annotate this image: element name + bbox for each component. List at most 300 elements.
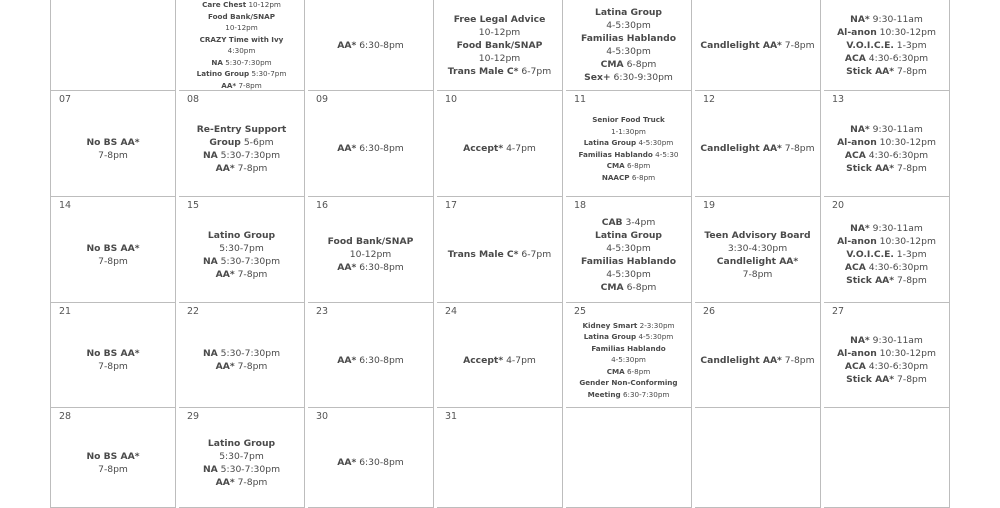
day-cell[interactable]: [50, 408, 176, 508]
event-line: [211, 57, 271, 69]
event-time: 4-5:30pm: [606, 242, 651, 254]
event-time: 4:30-6:30pm: [868, 52, 929, 64]
event-time: 5:30-7:30pm: [220, 348, 281, 359]
event-title: Accept*: [463, 143, 504, 154]
event-line: [216, 162, 268, 175]
day-events: [437, 0, 562, 90]
day-events: [566, 91, 691, 196]
event-time: 7-8pm: [98, 255, 128, 267]
day-events: [437, 408, 562, 507]
event-line: [845, 52, 928, 65]
event-line: [846, 65, 927, 78]
event-line: [595, 229, 662, 242]
day-cell[interactable]: [695, 91, 821, 197]
event-line: [717, 255, 798, 268]
event-title: Food Bank/SNAP: [207, 11, 275, 21]
event-line: [337, 261, 404, 274]
event-line: [203, 149, 280, 162]
event-line: [582, 320, 674, 332]
event-time: 5:30-7:30pm: [220, 463, 281, 475]
day-cell[interactable]: [695, 408, 821, 508]
event-line: [602, 172, 655, 184]
event-title: Latina Group: [583, 138, 637, 147]
day-cell[interactable]: [566, 91, 692, 197]
event-line: [337, 456, 404, 469]
event-line: [202, 0, 281, 11]
event-title: Candlelight AA*: [716, 255, 799, 267]
event-time: 7-8pm: [237, 476, 268, 488]
event-title: Free Legal Advice: [453, 13, 546, 25]
day-events: [51, 197, 175, 302]
event-line: [837, 347, 936, 360]
event-time: 4-7pm: [506, 354, 536, 366]
day-cell[interactable]: [308, 197, 434, 303]
event-line: [454, 13, 546, 26]
day-events: [51, 408, 175, 507]
day-events: [437, 197, 562, 302]
day-cell[interactable]: [824, 0, 950, 91]
event-time: 6-7pm: [521, 249, 552, 260]
event-title: V.O.I.C.E.: [846, 249, 894, 260]
event-title: AA*: [215, 476, 235, 488]
event-time: 6:30-8pm: [359, 143, 404, 154]
event-line: [850, 123, 923, 136]
event-title: Kidney Smart: [582, 320, 638, 330]
day-events: [824, 197, 949, 302]
day-events: [566, 0, 691, 90]
event-time: 6-7pm: [521, 65, 552, 77]
event-title: AA*: [215, 361, 235, 372]
event-line: [225, 22, 257, 34]
day-number: 19: [703, 200, 716, 211]
event-title: AA*: [337, 354, 357, 366]
event-time: 4:30-6:30pm: [868, 262, 929, 273]
event-line: [221, 80, 262, 92]
event-line: [328, 235, 414, 248]
day-cell[interactable]: [437, 197, 563, 303]
event-line: [850, 334, 923, 347]
event-title: CAB: [601, 216, 623, 228]
day-number: 27: [832, 306, 845, 317]
event-title: CRAZY Time with Ivy: [199, 34, 284, 44]
day-events: [437, 91, 562, 196]
event-line: [607, 160, 651, 172]
event-line: [219, 450, 264, 463]
event-line: [606, 19, 651, 32]
event-title: NA: [202, 149, 218, 161]
event-line: [850, 13, 923, 26]
day-number: 30: [316, 411, 329, 422]
day-events: [179, 197, 304, 302]
event-time: 7-8pm: [897, 162, 927, 174]
event-line: [592, 114, 665, 126]
day-cell[interactable]: [695, 197, 821, 303]
day-events: [51, 0, 175, 90]
event-line: [700, 142, 814, 155]
event-time: 10-12pm: [478, 52, 521, 64]
day-number: 26: [703, 306, 716, 317]
day-events: [824, 91, 949, 196]
event-line: [607, 366, 651, 378]
event-title: AA*: [337, 143, 357, 154]
day-number: 25: [574, 306, 587, 317]
event-line: [203, 347, 280, 360]
day-cell[interactable]: [179, 197, 305, 303]
event-line: [579, 377, 677, 389]
event-line: [601, 58, 657, 71]
day-number: 08: [187, 94, 200, 105]
event-time: 4-5:30pm: [606, 46, 651, 57]
day-cell[interactable]: [695, 303, 821, 408]
event-title: Al-anon: [837, 136, 877, 148]
event-line: [581, 32, 676, 45]
event-line: [197, 68, 287, 80]
event-title: CMA: [606, 366, 625, 376]
day-events: [566, 408, 691, 507]
event-time: 6:30-8pm: [359, 262, 404, 273]
day-cell[interactable]: [566, 197, 692, 303]
day-cell[interactable]: [437, 91, 563, 197]
day-cell[interactable]: [308, 0, 434, 91]
event-line: [98, 360, 128, 373]
event-line: [601, 281, 657, 294]
event-time: 5:30-7:30pm: [225, 57, 272, 67]
event-time: 5:30-7pm: [219, 242, 264, 254]
day-cell[interactable]: [179, 91, 305, 197]
event-title: Familias Hablando: [591, 343, 666, 353]
event-line: [350, 248, 391, 261]
event-time: 6-8pm: [626, 281, 657, 293]
event-time: 4:30-6:30pm: [868, 361, 929, 372]
event-time: 6:30-8pm: [359, 354, 404, 366]
event-line: [337, 142, 404, 155]
day-number: 21: [59, 306, 72, 317]
day-number: 12: [703, 94, 716, 105]
event-line: [846, 162, 927, 175]
event-title: Stick AA*: [846, 275, 895, 286]
event-line: [197, 123, 287, 136]
event-title: Group: [209, 136, 241, 148]
event-time: 6-8pm: [631, 172, 656, 182]
day-number: 11: [574, 94, 587, 105]
day-events: [51, 91, 175, 196]
event-line: [837, 26, 936, 39]
event-title: Candlelight AA*: [700, 354, 782, 366]
event-line: [463, 354, 536, 367]
day-cell[interactable]: [179, 303, 305, 408]
day-cell[interactable]: [179, 408, 305, 508]
event-line: [86, 347, 139, 360]
event-time: 10:30-12pm: [879, 236, 936, 247]
day-number: 24: [445, 306, 458, 317]
event-title: Teen Advisory Board: [704, 229, 811, 241]
event-title: AA*: [337, 457, 357, 468]
event-time: 7-8pm: [98, 361, 128, 372]
event-title: No BS AA*: [86, 348, 140, 359]
event-line: [98, 463, 128, 476]
event-line: [611, 126, 646, 138]
event-time: 1-3pm: [896, 39, 927, 51]
day-number: 13: [832, 94, 845, 105]
event-time: 7-8pm: [784, 39, 815, 51]
day-cell[interactable]: [50, 303, 176, 408]
event-line: [700, 39, 814, 52]
day-events: [179, 408, 304, 507]
event-time: 7-8pm: [897, 275, 927, 286]
event-line: [837, 136, 936, 149]
day-cell[interactable]: [566, 408, 692, 508]
day-cell[interactable]: [437, 408, 563, 508]
event-title: Latino Group: [207, 437, 276, 449]
event-line: [203, 463, 280, 476]
event-line: [219, 242, 264, 255]
event-title: NA: [202, 463, 218, 475]
day-number: 16: [316, 200, 329, 211]
day-cell[interactable]: [308, 408, 434, 508]
event-title: No BS AA*: [86, 450, 140, 462]
event-line: [704, 229, 810, 242]
event-line: [448, 65, 551, 78]
event-title: Meeting: [587, 389, 621, 399]
event-line: [337, 354, 404, 367]
day-number: 31: [445, 411, 458, 422]
event-title: Candlelight AA*: [700, 39, 782, 51]
event-time: 4-5:30: [655, 149, 679, 159]
day-cell[interactable]: [50, 197, 176, 303]
event-time: 10-12pm: [248, 0, 281, 9]
event-line: [743, 268, 773, 281]
day-cell[interactable]: [50, 91, 176, 197]
event-title: Latina Group: [594, 229, 663, 241]
event-line: [86, 242, 139, 255]
event-time: 4-5:30pm: [606, 268, 651, 280]
day-number: 10: [445, 94, 458, 105]
day-events: [566, 303, 691, 407]
event-line: [591, 343, 665, 355]
event-time: 4-5:30pm: [638, 332, 674, 342]
event-line: [588, 389, 670, 401]
day-cell[interactable]: [308, 303, 434, 408]
event-line: [479, 26, 520, 39]
event-line: [606, 242, 651, 255]
event-title: NA*: [850, 335, 870, 346]
event-title: Al-anon: [837, 236, 877, 247]
event-time: 7-8pm: [98, 149, 128, 161]
day-events: [308, 408, 433, 507]
event-title: NA: [202, 255, 218, 267]
event-time: 5:30-7pm: [219, 450, 264, 462]
day-events: [308, 0, 433, 90]
event-time: 7-8pm: [784, 354, 815, 366]
event-time: 4-5:30pm: [606, 20, 651, 31]
day-cell[interactable]: [179, 0, 305, 91]
day-events: [824, 408, 949, 507]
event-title: CMA: [600, 281, 624, 293]
day-events: [695, 408, 820, 507]
event-time: 3-4pm: [625, 216, 656, 228]
event-time: 1-3pm: [896, 249, 927, 260]
event-line: [457, 39, 543, 52]
event-line: [86, 136, 139, 149]
event-title: Accept*: [463, 354, 504, 366]
day-cell[interactable]: [50, 0, 176, 91]
event-line: [203, 255, 280, 268]
event-title: No BS AA*: [86, 136, 140, 148]
day-cell[interactable]: [824, 303, 950, 408]
event-line: [216, 476, 268, 489]
event-line: [448, 248, 551, 261]
event-line: [98, 255, 128, 268]
event-line: [846, 373, 927, 386]
event-title: Al-anon: [837, 348, 877, 359]
event-time: 9:30-11am: [872, 223, 923, 234]
event-title: CMA: [606, 161, 625, 170]
event-title: Latino Group: [196, 69, 250, 78]
event-line: [728, 242, 787, 255]
day-cell[interactable]: [824, 408, 950, 508]
event-title: AA*: [215, 162, 235, 174]
event-line: [584, 137, 674, 149]
event-time: 9:30-11am: [872, 123, 923, 135]
day-events: [695, 303, 820, 407]
event-title: Latino Group: [207, 229, 276, 241]
event-title: CMA: [600, 59, 624, 70]
event-title: No BS AA*: [86, 242, 140, 254]
day-events: [308, 91, 433, 196]
event-title: Stick AA*: [846, 65, 895, 77]
day-events: [308, 197, 433, 302]
day-number: 15: [187, 200, 200, 211]
event-time: 6:30-7:30pm: [622, 389, 670, 399]
event-title: Senior Food Truck: [592, 115, 665, 124]
event-line: [98, 149, 128, 162]
event-line: [700, 354, 814, 367]
event-title: NA*: [850, 13, 870, 25]
event-line: [200, 34, 284, 46]
event-line: [216, 360, 268, 373]
event-title: Familias Hablando: [580, 33, 677, 44]
event-line: [595, 6, 662, 19]
event-time: 6:30-9:30pm: [613, 72, 673, 83]
day-number: 07: [59, 94, 72, 105]
day-events: [437, 303, 562, 407]
event-title: AA*: [221, 80, 237, 90]
event-line: [611, 354, 646, 366]
event-time: 7-8pm: [897, 65, 927, 77]
event-time: 5:30-7pm: [251, 69, 287, 78]
day-number: 17: [445, 200, 458, 211]
event-title: Al-anon: [837, 26, 877, 38]
day-events: [695, 91, 820, 196]
day-cell[interactable]: [824, 197, 950, 303]
day-cell[interactable]: [566, 303, 692, 408]
day-number: 22: [187, 306, 200, 317]
event-line: [602, 216, 656, 229]
event-title: Candlelight AA*: [700, 143, 782, 154]
event-time: 6-8pm: [626, 161, 651, 170]
event-time: 1-1:30pm: [611, 126, 646, 136]
event-line: [837, 235, 936, 248]
event-line: [86, 450, 139, 463]
event-title: ACA: [844, 361, 866, 372]
event-title: NA: [202, 348, 218, 359]
event-line: [208, 11, 275, 23]
event-time: 4:30-6:30pm: [868, 149, 929, 161]
day-cell[interactable]: [566, 0, 692, 91]
event-line: [846, 248, 926, 261]
event-title: ACA: [844, 149, 866, 161]
event-title: NAACP: [601, 172, 630, 182]
event-time: 2-3:30pm: [639, 320, 675, 330]
event-title: AA*: [337, 39, 357, 51]
event-title: Sex+: [584, 72, 611, 83]
event-time: 3:30-4:30pm: [727, 242, 788, 254]
event-time: 10-12pm: [225, 23, 258, 32]
event-time: 7-8pm: [237, 268, 268, 280]
day-number: 29: [187, 411, 200, 422]
event-line: [850, 222, 923, 235]
day-number: 28: [59, 411, 72, 422]
event-line: [337, 39, 404, 52]
event-time: 10:30-12pm: [879, 348, 936, 359]
event-title: NA*: [850, 223, 870, 234]
event-title: ACA: [844, 52, 866, 64]
day-cell[interactable]: [437, 0, 563, 91]
day-cell[interactable]: [308, 91, 434, 197]
event-time: 7-8pm: [897, 374, 927, 385]
event-title: ACA: [844, 262, 866, 273]
day-events: [824, 303, 949, 407]
event-time: 6-8pm: [626, 366, 651, 376]
event-title: Gender Non-Conforming: [579, 378, 678, 388]
event-title: Stick AA*: [846, 162, 895, 174]
event-time: 7-8pm: [238, 80, 262, 90]
event-time: 4-7pm: [506, 143, 536, 154]
event-time: 7-8pm: [784, 143, 815, 154]
event-title: AA*: [337, 262, 357, 273]
day-number: 14: [59, 200, 72, 211]
event-time: 7-8pm: [742, 268, 773, 280]
event-title: Familias Hablando: [580, 255, 677, 267]
event-time: 10:30-12pm: [879, 136, 936, 148]
day-events: [566, 197, 691, 302]
day-number: 20: [832, 200, 845, 211]
day-events: [179, 91, 304, 196]
event-time: 4:30pm: [227, 46, 256, 55]
day-cell[interactable]: [824, 91, 950, 197]
event-line: [606, 268, 651, 281]
event-line: [479, 52, 520, 65]
event-time: 7-8pm: [237, 361, 268, 372]
event-time: 5:30-7:30pm: [220, 255, 281, 267]
event-line: [606, 45, 651, 58]
event-title: AA*: [215, 268, 235, 280]
event-time: 9:30-11am: [872, 335, 923, 346]
event-time: 10-12pm: [349, 249, 392, 260]
event-line: [216, 268, 268, 281]
day-events: [308, 303, 433, 407]
day-cell[interactable]: [695, 0, 821, 91]
day-number: 18: [574, 200, 587, 211]
event-title: Trans Male C*: [447, 65, 519, 77]
event-time: 9:30-11am: [872, 13, 923, 25]
event-time: 5-6pm: [243, 136, 274, 148]
event-title: NA*: [850, 123, 870, 135]
day-events: [51, 303, 175, 407]
event-time: 4-5:30pm: [611, 355, 646, 365]
day-events: [179, 303, 304, 407]
day-cell[interactable]: [437, 303, 563, 408]
